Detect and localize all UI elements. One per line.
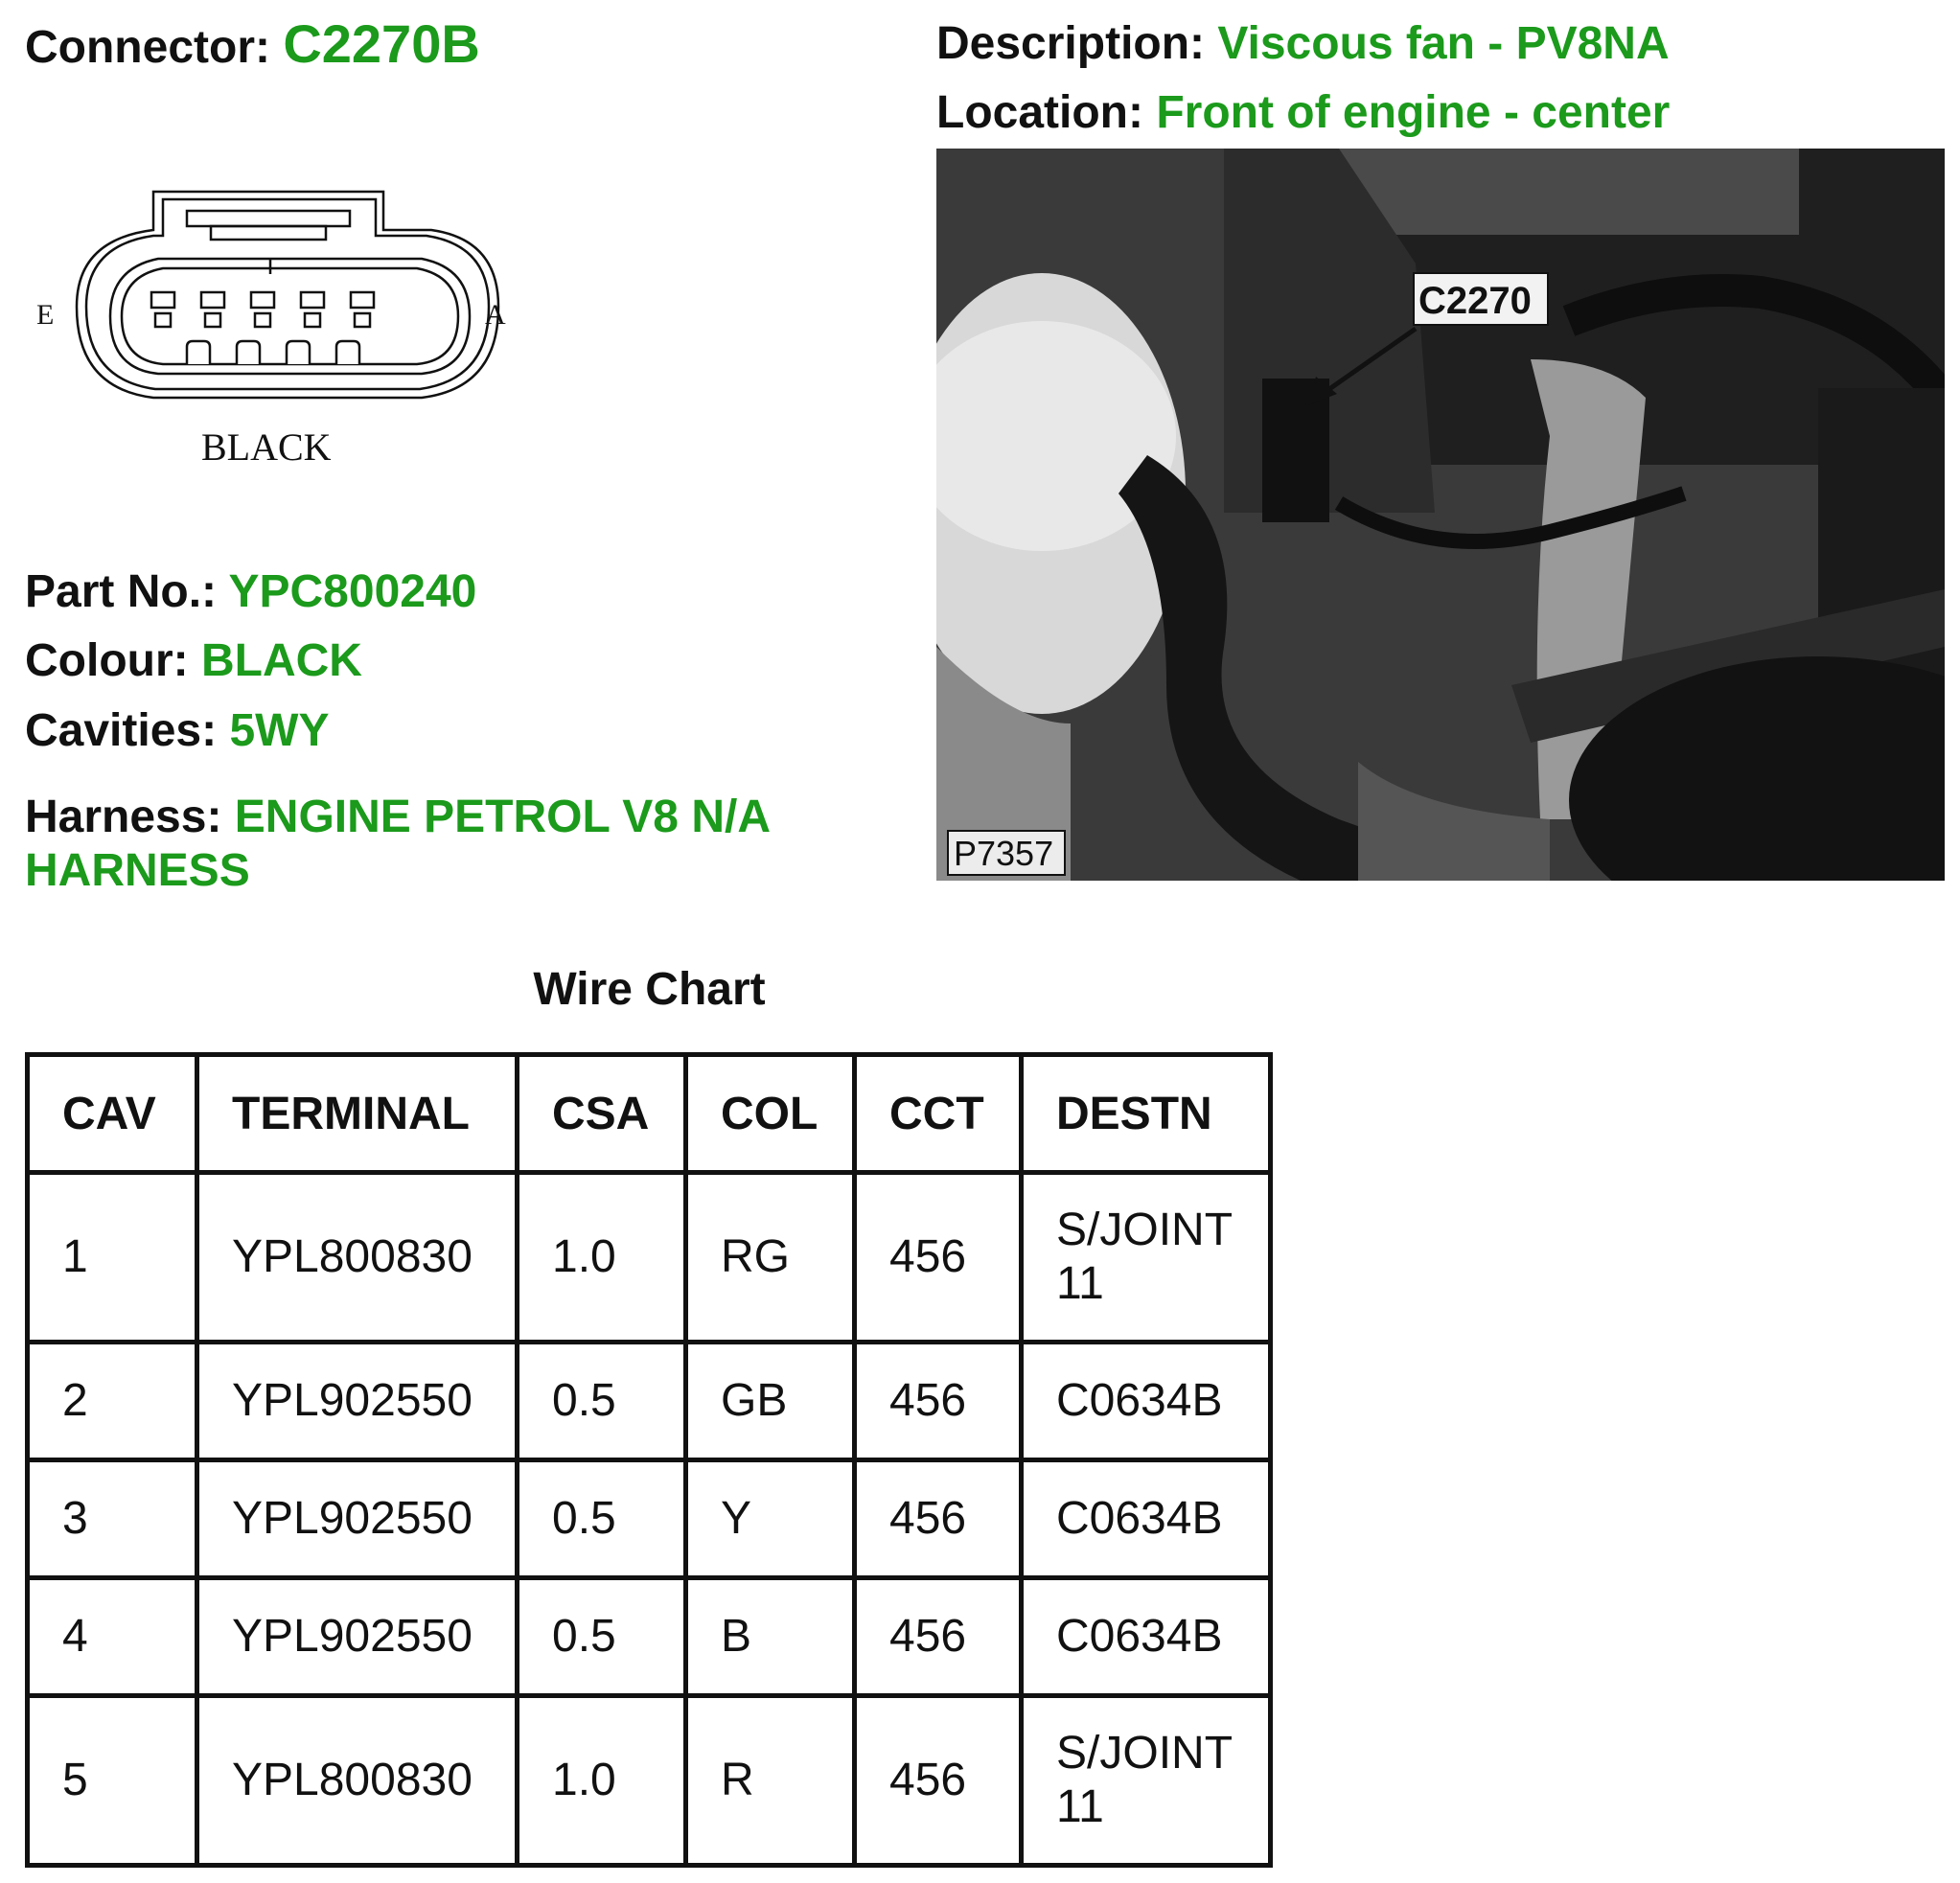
cavities-label: Cavities: [25,705,218,756]
cell-cct: 456 [855,1343,1022,1460]
table-row [28,1578,1271,1696]
cell-col: Y [686,1460,855,1578]
cell-cav: 5 [28,1696,197,1866]
diagram-left-label: E [36,299,55,331]
photo-callout-label: C2270 [1418,280,1532,322]
table-row [28,1173,1271,1343]
harness-label: Harness: [25,792,222,842]
cell-cav: 3 [28,1460,197,1578]
header-col: COL [686,1055,855,1173]
cell-terminal: YPL800830 [197,1173,518,1343]
table-row [28,1460,1271,1578]
part-no-value: YPC800240 [228,566,477,617]
harness-field [25,791,868,898]
cell-cav: 2 [28,1343,197,1460]
wire-chart-title: Wire Chart [533,964,766,1015]
cell-csa: 0.5 [518,1343,686,1460]
cell-csa: 1.0 [518,1696,686,1866]
cell-col: R [686,1696,855,1866]
description-label: Description: [936,18,1206,69]
diagram-right-label: A [485,299,506,331]
cell-cct: 456 [855,1696,1022,1866]
cell-csa: 1.0 [518,1173,686,1343]
header-terminal: TERMINAL [197,1055,518,1173]
photo-ref-label: P7357 [954,834,1054,873]
cell-terminal: YPL902550 [197,1578,518,1696]
header-cav: CAV [28,1055,197,1173]
description-field [936,17,1670,71]
cell-terminal: YPL800830 [197,1696,518,1866]
header-cct: CCT [855,1055,1022,1173]
cell-cct: 456 [855,1578,1022,1696]
connector-value: C2270B [283,13,480,74]
cell-destn: S/JOINT 11 [1022,1696,1271,1866]
cell-destn: C0634B [1022,1460,1271,1578]
table-header-row [28,1055,1271,1173]
cell-terminal: YPL902550 [197,1460,518,1578]
cell-col: B [686,1578,855,1696]
harness-value: ENGINE PETROL V8 N/A HARNESS [25,792,770,896]
table-row [28,1696,1271,1866]
colour-field [25,634,362,688]
cell-destn: C0634B [1022,1578,1271,1696]
engine-bay-photo [936,149,1945,881]
cell-destn: S/JOINT 11 [1022,1173,1271,1343]
part-no-field [25,565,476,619]
connector-label: Connector: [25,22,270,73]
wire-chart-table [25,1052,1273,1868]
cell-cct: 456 [855,1460,1022,1578]
description-value: Viscous fan - PV8NA [1217,18,1670,69]
cavities-field [25,704,329,758]
cell-terminal: YPL902550 [197,1343,518,1460]
header-csa: CSA [518,1055,686,1173]
cell-cav: 4 [28,1578,197,1696]
part-no-label: Part No.: [25,566,218,617]
cell-csa: 0.5 [518,1460,686,1578]
location-field [936,86,1670,140]
cell-col: GB [686,1343,855,1460]
header-destn: DESTN [1022,1055,1271,1173]
cavities-value: 5WY [229,705,330,756]
table-row [28,1343,1271,1460]
diagram-colour-label: BLACK [201,425,332,469]
connector-diagram [19,182,518,489]
cell-col: RG [686,1173,855,1343]
cell-cct: 456 [855,1173,1022,1343]
colour-label: Colour: [25,635,189,686]
colour-value: BLACK [200,635,362,686]
cell-csa: 0.5 [518,1578,686,1696]
location-label: Location: [936,87,1143,138]
cell-cav: 1 [28,1173,197,1343]
cell-destn: C0634B [1022,1343,1271,1460]
connector-field [25,13,480,75]
location-value: Front of engine - center [1156,87,1671,138]
